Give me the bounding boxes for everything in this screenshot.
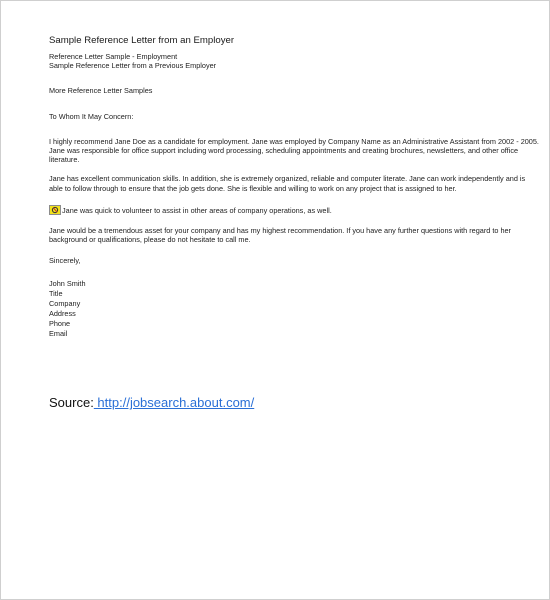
paragraph-volunteer — [49, 205, 539, 215]
signature-block — [49, 279, 539, 339]
salutation: To Whom It May Concern: — [49, 111, 134, 121]
image-placeholder-icon — [49, 205, 61, 215]
sample-link-employment[interactable]: Reference Letter Sample - Employment — [49, 52, 178, 61]
source-label: Source: — [49, 395, 94, 410]
signature-phone: Phone — [49, 318, 71, 328]
paragraph-skills: Jane has excellent communication skills. In addition, she is extremely organized, reliable and computer literate. Jane can work independently and is able to follow through to ensure that the job gets done. She is flexible and willing to work on any project that is assigned to her. — [49, 174, 526, 193]
paragraph-closing-recommendation: Jane would be a tremendous asset for your company and has my highest recommendation. If you have any further questions with regard to her background or qualifications, please do not hesitate to call me. — [49, 226, 511, 245]
document-title: Sample Reference Letter from an Employer — [49, 35, 235, 46]
source-line — [49, 395, 254, 411]
sample-link-previous-employer[interactable]: Sample Reference Letter from a Previous Employer — [49, 61, 217, 71]
signature-title: Title — [49, 288, 63, 298]
signature-company: Company — [49, 298, 81, 308]
paragraph-recommendation: I highly recommend Jane Doe as a candidate for employment. Jane was employed by Company Name as an Administrative Assistant from 2002 - 2005. Jane was responsible for office support including word processing, scheduling appointments and creating brochures, newsletters, and other office literature. — [49, 136, 539, 165]
signature-name: John Smith — [49, 278, 86, 288]
signature-email: Email — [49, 328, 68, 338]
letter-body — [49, 35, 539, 339]
paragraph-volunteer-text: Jane was quick to volunteer to assist in other areas of company operations, as well. — [62, 205, 332, 215]
signature-address: Address — [49, 308, 76, 318]
more-samples-link[interactable]: More Reference Letter Samples — [49, 86, 153, 96]
closing: Sincerely, — [49, 256, 81, 266]
source-link[interactable]: http://jobsearch.about.com/ — [93, 395, 255, 410]
